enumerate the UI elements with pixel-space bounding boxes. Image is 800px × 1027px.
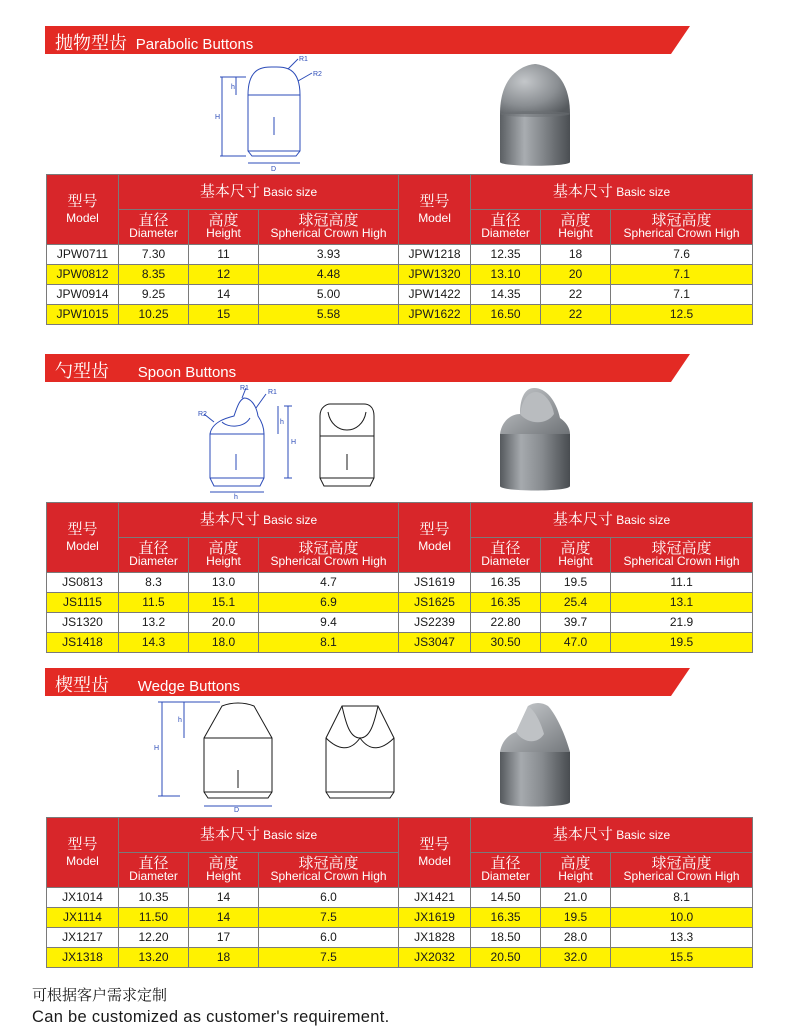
crown-cell: 5.00	[259, 285, 399, 305]
crown-cell: 8.1	[611, 888, 753, 908]
height-cell: 21.0	[541, 888, 611, 908]
basic-size-header: 基本尺寸 Basic size	[471, 175, 753, 210]
height-cell: 18	[189, 948, 259, 968]
drawing-label-r2: R2	[313, 71, 322, 78]
parabolic-table-body	[47, 245, 753, 325]
diameter-cell: 13.20	[119, 948, 189, 968]
height-cell: 19.5	[541, 573, 611, 593]
diameter-cell: 20.50	[471, 948, 541, 968]
height-cell: 32.0	[541, 948, 611, 968]
drawing-label-r1: R1	[299, 56, 308, 63]
model-cell: JX1421	[399, 888, 471, 908]
model-header: 型号 Model	[47, 175, 119, 245]
diameter-header: 直径 Diameter	[471, 853, 541, 888]
drawing-label-d: D	[234, 807, 240, 814]
crown-header: 球冠高度 Spherical Crown High	[259, 210, 399, 245]
table-row	[47, 888, 753, 908]
diameter-cell: 18.50	[471, 928, 541, 948]
spoon-button-photo	[494, 384, 576, 496]
crown-cell: 11.1	[611, 573, 753, 593]
drawing-label-d: D	[271, 166, 277, 173]
crown-header: 球冠高度 Spherical Crown High	[259, 853, 399, 888]
spoon-button-drawing	[196, 382, 386, 500]
basic-size-header: 基本尺寸 Basic size	[119, 818, 399, 853]
diameter-cell: 16.35	[471, 573, 541, 593]
crown-cell: 7.5	[259, 948, 399, 968]
model-header: 型号 Model	[399, 818, 471, 888]
height-cell: 14	[189, 888, 259, 908]
crown-cell: 7.1	[611, 285, 753, 305]
table-row	[47, 265, 753, 285]
wedge-button-drawing	[150, 698, 400, 816]
diameter-cell: 16.35	[471, 908, 541, 928]
table-row	[47, 573, 753, 593]
drawing-label-r2: R2	[198, 411, 207, 418]
drawing-label-h-small: h	[280, 419, 284, 426]
height-cell: 19.5	[541, 908, 611, 928]
table-row	[47, 305, 753, 325]
spoon-spec-table	[46, 502, 753, 653]
crown-cell: 10.0	[611, 908, 753, 928]
diameter-cell: 8.35	[119, 265, 189, 285]
model-cell: JPW1320	[399, 265, 471, 285]
diameter-cell: 10.25	[119, 305, 189, 325]
diameter-cell: 13.10	[471, 265, 541, 285]
crown-cell: 6.9	[259, 593, 399, 613]
section-title-cn: 勺型齿	[55, 361, 109, 381]
model-header: 型号 Model	[399, 175, 471, 245]
height-cell: 11	[189, 245, 259, 265]
height-cell: 47.0	[541, 633, 611, 653]
model-cell: JPW1218	[399, 245, 471, 265]
wedge-spec-table	[46, 817, 753, 968]
crown-header: 球冠高度 Spherical Crown High	[611, 538, 753, 573]
drawing-label-h-big: H	[215, 114, 221, 121]
diameter-header: 直径 Diameter	[119, 210, 189, 245]
section-banner-parabolic	[45, 26, 690, 54]
drawing-label-r1: R1	[268, 389, 277, 396]
drawing-label-h-big: H	[291, 439, 297, 446]
table-row	[47, 928, 753, 948]
diameter-cell: 9.25	[119, 285, 189, 305]
table-row	[47, 245, 753, 265]
drawing-label-h-small: h	[178, 717, 182, 724]
basic-size-header: 基本尺寸 Basic size	[471, 503, 753, 538]
model-cell: JS1625	[399, 593, 471, 613]
height-cell: 15	[189, 305, 259, 325]
model-cell: JX1619	[399, 908, 471, 928]
height-cell: 25.4	[541, 593, 611, 613]
height-cell: 39.7	[541, 613, 611, 633]
height-cell: 17	[189, 928, 259, 948]
height-cell: 28.0	[541, 928, 611, 948]
height-cell: 18	[541, 245, 611, 265]
diameter-header: 直径 Diameter	[119, 538, 189, 573]
section-title-en: Parabolic Buttons	[135, 36, 254, 53]
section-title-en: Spoon Buttons	[137, 364, 237, 381]
basic-size-header: 基本尺寸 Basic size	[119, 175, 399, 210]
section-banner-wedge	[45, 668, 690, 696]
crown-cell: 4.48	[259, 265, 399, 285]
model-cell: JS0813	[47, 573, 119, 593]
table-row	[47, 908, 753, 928]
section-title-en: Wedge Buttons	[137, 678, 241, 695]
model-cell: JS2239	[399, 613, 471, 633]
diameter-cell: 30.50	[471, 633, 541, 653]
wedge-table-body	[47, 888, 753, 968]
crown-header: 球冠高度 Spherical Crown High	[611, 210, 753, 245]
model-cell: JPW0711	[47, 245, 119, 265]
model-cell: JPW0914	[47, 285, 119, 305]
height-cell: 14	[189, 285, 259, 305]
crown-cell: 4.7	[259, 573, 399, 593]
model-cell: JX1828	[399, 928, 471, 948]
drawing-label-h-big: H	[154, 745, 160, 752]
model-header: 型号 Model	[47, 503, 119, 573]
crown-cell: 19.5	[611, 633, 753, 653]
crown-cell: 9.4	[259, 613, 399, 633]
model-cell: JS1619	[399, 573, 471, 593]
model-cell: JS1115	[47, 593, 119, 613]
height-cell: 20	[541, 265, 611, 285]
model-header: 型号 Model	[47, 818, 119, 888]
diameter-cell: 12.35	[471, 245, 541, 265]
parabolic-button-drawing	[210, 55, 340, 173]
basic-size-header: 基本尺寸 Basic size	[119, 503, 399, 538]
height-header: 高度 Height	[189, 538, 259, 573]
height-cell: 14	[189, 908, 259, 928]
crown-cell: 13.1	[611, 593, 753, 613]
wedge-button-photo	[494, 700, 576, 812]
customization-note	[32, 984, 390, 1027]
note-en: Can be customized as customer's requirement.	[32, 1008, 390, 1026]
table-row	[47, 948, 753, 968]
crown-cell: 7.5	[259, 908, 399, 928]
diameter-header: 直径 Diameter	[471, 538, 541, 573]
height-cell: 22	[541, 285, 611, 305]
diameter-cell: 10.35	[119, 888, 189, 908]
diameter-cell: 14.3	[119, 633, 189, 653]
table-row	[47, 633, 753, 653]
diameter-cell: 22.80	[471, 613, 541, 633]
height-header: 高度 Height	[541, 538, 611, 573]
note-cn: 可根据客户需求定制	[32, 987, 168, 1004]
parabolic-spec-table	[46, 174, 753, 325]
diameter-cell: 7.30	[119, 245, 189, 265]
height-cell: 15.1	[189, 593, 259, 613]
diameter-cell: 8.3	[119, 573, 189, 593]
model-cell: JPW0812	[47, 265, 119, 285]
height-header: 高度 Height	[541, 210, 611, 245]
crown-cell: 5.58	[259, 305, 399, 325]
section-title-cn: 抛物型齿	[55, 33, 127, 53]
drawing-label-h-small: h	[231, 84, 235, 91]
model-cell: JX1014	[47, 888, 119, 908]
crown-cell: 13.3	[611, 928, 753, 948]
crown-cell: 8.1	[259, 633, 399, 653]
section-banner-spoon	[45, 354, 690, 382]
crown-cell: 3.93	[259, 245, 399, 265]
crown-header: 球冠高度 Spherical Crown High	[611, 853, 753, 888]
height-cell: 13.0	[189, 573, 259, 593]
diameter-header: 直径 Diameter	[119, 853, 189, 888]
diameter-cell: 16.35	[471, 593, 541, 613]
diameter-cell: 11.50	[119, 908, 189, 928]
crown-cell: 7.1	[611, 265, 753, 285]
model-cell: JX1217	[47, 928, 119, 948]
model-cell: JPW1422	[399, 285, 471, 305]
diameter-cell: 14.50	[471, 888, 541, 908]
height-cell: 18.0	[189, 633, 259, 653]
table-row	[47, 285, 753, 305]
diameter-cell: 11.5	[119, 593, 189, 613]
crown-header: 球冠高度 Spherical Crown High	[259, 538, 399, 573]
height-header: 高度 Height	[189, 853, 259, 888]
diameter-cell: 16.50	[471, 305, 541, 325]
model-cell: JPW1622	[399, 305, 471, 325]
height-header: 高度 Height	[541, 853, 611, 888]
diameter-header: 直径 Diameter	[471, 210, 541, 245]
model-header: 型号 Model	[399, 503, 471, 573]
section-title-cn: 楔型齿	[55, 675, 109, 695]
model-cell: JX1114	[47, 908, 119, 928]
height-cell: 20.0	[189, 613, 259, 633]
height-cell: 12	[189, 265, 259, 285]
height-cell: 22	[541, 305, 611, 325]
table-row	[47, 613, 753, 633]
table-row	[47, 593, 753, 613]
crown-cell: 6.0	[259, 888, 399, 908]
model-cell: JX2032	[399, 948, 471, 968]
model-cell: JPW1015	[47, 305, 119, 325]
diameter-cell: 14.35	[471, 285, 541, 305]
diameter-cell: 12.20	[119, 928, 189, 948]
crown-cell: 21.9	[611, 613, 753, 633]
parabolic-button-photo	[494, 58, 576, 170]
model-cell: JS3047	[399, 633, 471, 653]
diameter-cell: 13.2	[119, 613, 189, 633]
drawing-label-r1: R1	[240, 385, 249, 392]
model-cell: JS1418	[47, 633, 119, 653]
basic-size-header: 基本尺寸 Basic size	[471, 818, 753, 853]
spoon-table-body	[47, 573, 753, 653]
crown-cell: 12.5	[611, 305, 753, 325]
model-cell: JX1318	[47, 948, 119, 968]
crown-cell: 6.0	[259, 928, 399, 948]
drawing-label-d: h	[234, 494, 238, 500]
height-header: 高度 Height	[189, 210, 259, 245]
crown-cell: 7.6	[611, 245, 753, 265]
model-cell: JS1320	[47, 613, 119, 633]
crown-cell: 15.5	[611, 948, 753, 968]
